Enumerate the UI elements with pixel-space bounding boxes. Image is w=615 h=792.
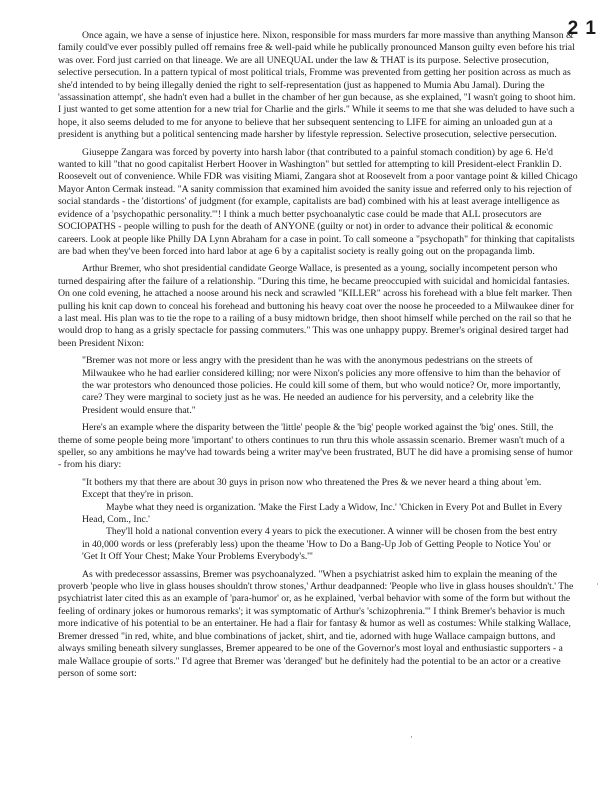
diary-line: "It bothers my that there are about 30 guys in prison now who threatened the Pres & we never heard a thing about 'em. Except that they're in prison. — [82, 476, 542, 501]
margin-mark: ˙ — [596, 582, 599, 592]
quote-text: "Bremer was not more or less angry with the president than he was with the anonymous pedestrians on the streets of Milwaukee who he had earlier considered killing; nor were Nixon's policies any more offensive to him than the behavior of the war protestors who denounced those policies. He could kill some of them, but who would notice? Or, more importantly, care? They were marginal to society just as he was. He needed an audience for his perversity, and a celebrity like the President would ensure that." — [82, 355, 561, 416]
paragraph-psychoanalysis: As with predecessor assassins, Bremer was psychoanalyzed. "When a psychiatrist asked him to explain the meaning of the proverb 'people who live in glass houses shouldn't throw stones,' Arthur deadpanned: 'People who live in glass houses shouldn't.' The psychiatrist later cited this as an example of 'para-humor' or, as he explained, 'verbal behavior with some of the form but without the feeling of ordinary jokes or humorous remarks'; it was symptomatic of Arthur's 'schizophrenia.'" I think Bremer's behavior is much more indicative of his potential to be an entertainer. He had a flair for fantasy & humor as well as costumes: While stalking Wallace, Bremer dressed "in red, white, and blue combinations of jacket, shirt, and tie, adorned with huge Wallace campaign buttons, and always smiling beneath silvery sunglasses, Bremer appeared to be one of the Governor's most loyal and enthusiastic supporters - a male Wallace groupie of sorts." I'd agree that Bremer was 'deranged' but he definitely had the potential to be an actor or a creative person of some sort: — [58, 568, 574, 679]
diary-line: They'll hold a national convention every 4 years to pick the executioner. A winner will be chosen from the best entry in 40,000 words or less (preferably less) upon the theame 'How to Do a Bang-Up Job of Getting People to Notice You' or 'Get It Off Your Chest; Make Your Problems Everybody's.'" — [82, 526, 558, 563]
diary-line: Maybe what they need is organization. 'Make the First Lady a Widow, Inc.' 'Chicken in Every Pot and Bullet in Every Head, Com., Inc.' — [82, 501, 563, 526]
paragraph-zangara: Giuseppe Zangara was forced by poverty into harsh labor (that contributed to a painful stomach condition) by age 6. He'd wanted to kill "that no good capitalist Herbert Hoover in Washington" but settled for attempting to kill President-elect Franklin D. Roosevelt out of convenience. While FDR was visiting Miami, Zangara shot at Roosevelt from a poor vantage point & killed Chicago Mayor Anton Cermak instead. "A sanity commission that examined him avoided the sanity issue and referred only to his rejection of social standards - the 'distortions' of judgment (for example, capitalists are bad) combined with his at least average intelligence as evidence of a 'psychopathic personality.'"! I think a much better psychoanalytic case could be made that ALL prosecutors are SOCIOPATHS - people willing to push for the death of ANYONE (guilty or not) in order to advance their political & economic careers. Look at people like Philly DA Lynn Abraham for a case in point. To call someone a "psychopath" for thinking that capitalists are bad when they've been forced into hard labor at age 6 by a capitalist society is really going out on the propaganda limb. — [58, 146, 578, 257]
paragraph-disparity: Here's an example where the disparity between the 'little' people & the 'big' people worked against the 'big' ones. Still, the theme of some people being more 'important' to others continues to run thru this whole assassin scenario. Bremer wasn't much of a speller, so any ambitions he may've had towards being a writer may've been frustrated, BUT he did have a promising sense of humor - from his diary: — [58, 422, 573, 471]
page-number: 2 1 — [567, 18, 597, 39]
paragraph-fromme: Once again, we have a sense of injustice here. Nixon, responsible for mass murders far more massive than anything Manson & family could've ever possibly pulled off remains free & well-paid while he publically pronounced Manson guilty even before his trial was over. Ford just carried on that lineage. We are all UNEQUAL under the law & THAT is its purpose. Selective prosecution, selective persecution. In a pattern typical of most political trials, Fromme was prevented from getting her position across as much as she'd intended to by being illegally denied the right to self-representation (just as happened to Mumia Abu Jamal). During the 'assassination attempt', she hadn't even had a bullet in the chamber of her gun because, as she explained, "I wasn't going to shoot him. I just wanted to get some attention for a new trial for Charlie and the girls." While it seems to me that she was deluded to have such a hope, it also seems deluded to me for anyone to believe that her subsequent sentencing to LIFE for aiming an unloaded gun at a president is anything but a political sentencing made harsher by lifestyle repression. Selective prosecution, selective persecution. — [58, 30, 576, 141]
paragraph-bremer: Arthur Bremer, who shot presidential candidate George Wallace, is presented as a young, socially incompetent person who turned despairing after the failure of a relationship. "During this time, he became preoccupied with suicidal and homicidal fantasies. On one cold evening, he attached a noose around his neck and scrawled "KILLER" across his forehead with a blue felt marker. Then pulling his knit cap down to conceal his forehead and buttoning his heavy coat over the noose he proceeded to a Milwaukee diner for a last meal. His plan was to tie the rope to a railing of a busy midtown bridge, then shoot himself while perched on the rail so that he would drop to hang as a grisly spectacle for passing commuters." This was one unhappy puppy. Bremer's original desired target had been President Nixon: — [58, 263, 574, 349]
block-quote — [58, 355, 578, 417]
diary-quote — [58, 477, 578, 564]
document-body — [58, 30, 578, 685]
stray-mark: · — [410, 732, 413, 742]
